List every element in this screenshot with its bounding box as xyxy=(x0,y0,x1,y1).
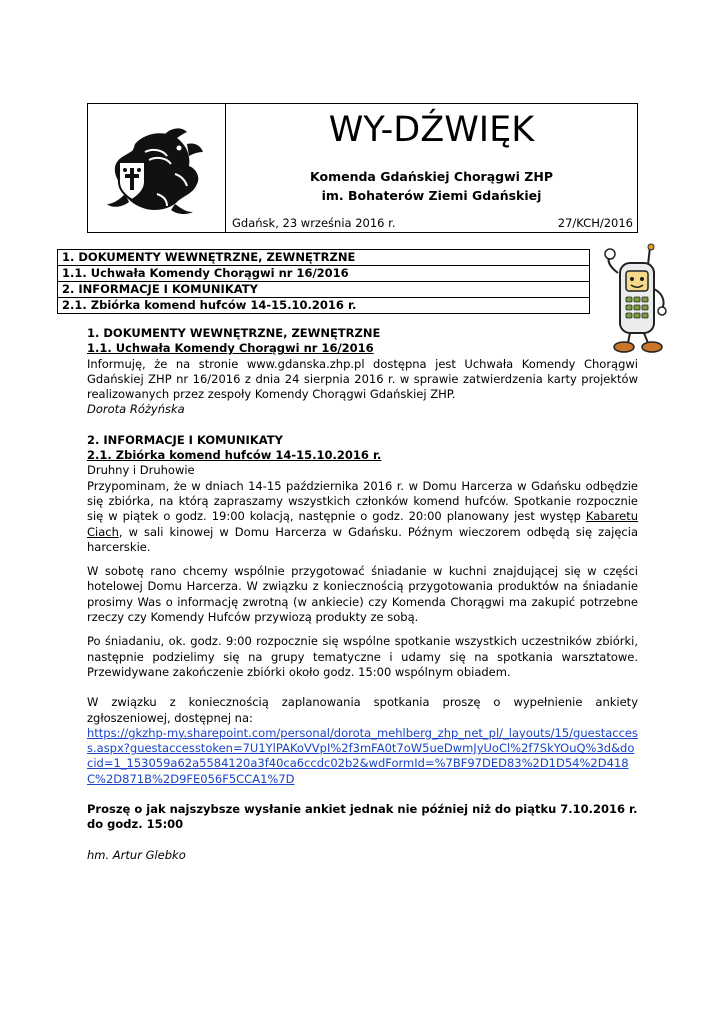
section-paragraph: W związku z koniecznością zaplanowania spotkania proszę o wypełnienie ankiety zgłoszeniowej, dostępnej na: xyxy=(87,695,638,725)
toc-row xyxy=(58,282,590,298)
organization-patron: im. Bohaterów Ziemi Gdańskiej xyxy=(321,188,542,203)
document-header xyxy=(87,103,638,233)
table-of-contents xyxy=(57,249,590,314)
toc-row xyxy=(58,266,590,282)
toc-entry: 2.1. Zbiórka komend hufców 14-15.10.2016 r. xyxy=(58,298,590,314)
toc-row xyxy=(58,298,590,314)
survey-link[interactable]: https://gkzhp-my.sharepoint.com/personal/dorota_mehlberg_zhp_net_pl/_layouts/15/guestaccess.aspx?guestaccesstoken=7U1YlPAKoVVpI%2f3mFA0t7oW5ueDwmJyUoCl%2f7SkYOuQ%3d&docid=1_153059a62a5584120a3f40ca6ccdc02b2&wdFormId=%7BF97DED83%2D1D54%2D418C%2D871B%2D9FE056F5CCA1%7D xyxy=(87,725,638,786)
newsletter-title: WY-DŹWIĘK xyxy=(328,110,535,150)
deadline-notice: Proszę o jak najszybsze wysłanie ankiet jednak nie później niż do piątku 7.10.2016 r. do godz. 15:00 xyxy=(87,802,638,832)
toc-entry: 1.1. Uchwała Komendy Chorągwi nr 16/2016 xyxy=(58,266,590,282)
section-heading: 2. INFORMACJE I KOMUNIKATY xyxy=(87,432,283,447)
paragraph-text: Przypominam, że w dniach 14-15 października 2016 r. w Domu Harcerza w Gdańsku odbędzie się zbiórka, na którą zapraszamy wszystkich członków komend hufców. Spotkanie rozpocznie się w piątek o godz. 19:00 kolacją, następnie o godz. 20:00 planowany jest występ xyxy=(87,478,638,524)
logo-cell xyxy=(88,104,226,232)
organization-name: Komenda Gdańskiej Chorągwi ZHP xyxy=(310,169,553,184)
section-paragraph: Informuję, że na stronie www.gdanska.zhp.pl dostępna jest Uchwała Komendy Chorągwi Gdańskiej ZHP nr 16/2016 z dnia 24 sierpnia 2016 r. w sprawie zatwierdzenia karty projektów realizowanych przez zespoły Komendy Chorągwi Gdańskiej ZHP. xyxy=(87,356,638,402)
section-author: Dorota Różyńska xyxy=(87,402,185,417)
greeting: Druhny i Druhowie xyxy=(87,463,195,478)
issue-number: 27/KCH/2016 xyxy=(557,216,633,230)
section-paragraph: Po śniadaniu, ok. godz. 9:00 rozpocznie się wspólne spotkanie wszystkich uczestników zbiórki, następnie podzielimy się na grupy tematyczne i udamy się na spotkania warsztatowe. Przewidywane zakończenie zbiórki około godz. 15:00 wspólnym obiadem. xyxy=(87,634,638,679)
section-heading: 1. DOKUMENTY WEWNĘTRZNE, ZEWNĘTRZNE xyxy=(87,326,381,340)
section-paragraph xyxy=(87,479,638,555)
toc-row xyxy=(58,250,590,266)
newsletter-body xyxy=(87,326,638,863)
section-paragraph: W sobotę rano chcemy wspólnie przygotować śniadanie w kuchni znajdującej się w części hotelowej Domu Harcerza. W związku z koniecznością przygotowania produktów na śniadanie prosimy Was o informację zwrotną (w ankiecie) czy Komenda Chorągwi ma zakupić potrzebne rzeczy czy Komendy Hufców przywiozą produkty ze sobą. xyxy=(87,564,638,625)
section-subheading: 2.1. Zbiórka komend hufców 14-15.10.2016 r. xyxy=(87,448,382,463)
paragraph-text: , w sali kinowej w Domu Harcerza w Gdańsku. Późnym wieczorem odbędą się zajęcia harcerskie. xyxy=(87,524,638,554)
griffin-crest-icon xyxy=(105,124,205,216)
issue-date: Gdańsk, 23 września 2016 r. xyxy=(232,216,396,230)
toc-entry: 2. INFORMACJE I KOMUNIKATY xyxy=(58,282,590,298)
kabaret-link[interactable]: Kabaretu Ciach xyxy=(87,509,638,539)
section-subheading: 1.1. Uchwała Komendy Chorągwi nr 16/2016 xyxy=(87,341,374,356)
signature: hm. Artur Glebko xyxy=(87,847,186,862)
toc-entry: 1. DOKUMENTY WEWNĘTRZNE, ZEWNĘTRZNE xyxy=(58,250,590,266)
